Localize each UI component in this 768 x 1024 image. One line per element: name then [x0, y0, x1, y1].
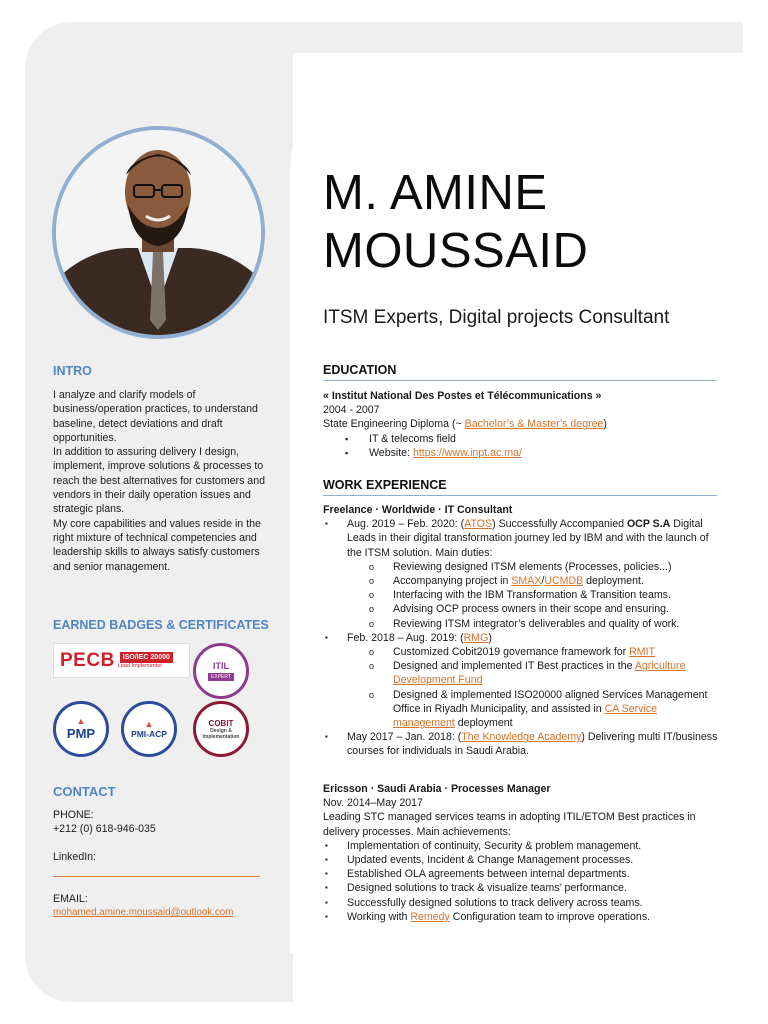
degree-link[interactable]: Bachelor’s & Master’s degree: [464, 418, 604, 431]
contact-heading: CONTACT: [53, 784, 116, 799]
list-item: o Reviewing ITSM integrator’s deliverables and quality of work.: [323, 617, 718, 631]
website-label: Website:: [369, 446, 413, 459]
candidate-role: ITSM Experts, Digital projects Consultant: [323, 307, 670, 328]
pmp-label: PMP: [66, 726, 96, 741]
pmp-badge: [53, 701, 109, 757]
pecb-detail: [115, 652, 173, 670]
intro-heading: INTRO: [53, 364, 92, 378]
client-link-atos[interactable]: ATOS: [464, 518, 493, 531]
duty-text: Accompanying project in: [393, 575, 512, 588]
list-item: [323, 645, 718, 659]
pmi-logo-icon: ▲: [76, 716, 86, 726]
list-item: [323, 446, 718, 460]
engagement-text: Digital Leads in their digital transformation journey led by IBM and with the launch of the ITSM solution. Main duties:: [347, 518, 709, 559]
cobit-level: Design & Implementation: [202, 727, 240, 740]
education-entry: [323, 389, 718, 460]
profile-photo: [56, 130, 261, 335]
job-freelance: [323, 503, 718, 759]
client-link-rmg[interactable]: RMG: [463, 631, 489, 644]
itil-expert-badge: [193, 643, 249, 699]
email-label: EMAIL:: [53, 893, 88, 905]
rmit-link[interactable]: RMIT: [629, 646, 656, 659]
engagement-date: Feb. 2018 – Aug. 2019: (: [347, 631, 464, 644]
pmi-logo-icon: ▲: [144, 718, 154, 729]
list-item: ▪ Updated events, Incident & Change Management processes.: [323, 853, 718, 867]
duty-text: Customized Cobit2019 governance framework for: [393, 646, 630, 659]
engagement-text: ) Successfully Accompanied: [492, 518, 627, 531]
phone-label: PHONE:: [53, 809, 94, 821]
list-item: ▪ Successfully designed solutions to track delivery across teams.: [323, 896, 718, 910]
pmi-acp-badge: [121, 701, 177, 757]
cobit-badge: [193, 701, 249, 757]
list-item: [323, 688, 718, 731]
work-divider: [323, 495, 717, 496]
ucmdb-link[interactable]: UCMDB: [544, 575, 584, 588]
duty-list: [323, 560, 718, 631]
school-name: « Institut National Des Postes et Télécommunications »: [323, 390, 602, 402]
pmi-acp-label: PMI-ACP: [131, 728, 167, 739]
education-heading: EDUCATION: [323, 363, 397, 377]
pecb-level: Lead Implementer: [117, 662, 163, 669]
list-item: ▪ IT & telecoms field: [323, 432, 718, 446]
job-engagements: [323, 517, 718, 758]
intro-text: [53, 388, 267, 574]
list-item: [323, 730, 718, 758]
job-title: Freelance · Worldwide · IT Consultant: [323, 504, 513, 516]
achievement-list: [323, 839, 718, 924]
phone-value: +212 (0) 618-946-035: [53, 823, 156, 835]
email-link[interactable]: mohamed.amine.moussaid@outlook.com: [53, 907, 234, 918]
school-website-link[interactable]: https://www.inpt.ac.ma/: [412, 446, 522, 459]
list-item: [323, 631, 718, 730]
badges-heading: EARNED BADGES & CERTIFICATES: [53, 618, 269, 632]
list-item: [323, 659, 718, 687]
top-band: [276, 22, 743, 53]
duty-text: deployment.: [583, 575, 644, 588]
intro-paragraph: My core capabilities and values reside in the right mixture of technical competencies and leadership skills to always satisfy customers and senior management.: [53, 517, 261, 573]
engagement-text: ) Delivering multi IT/business courses for individuals in Saudi Arabia.: [347, 731, 718, 758]
diploma-prefix: State Engineering Diploma (~: [323, 418, 465, 431]
list-item: o Interfacing with the IBM Transformation & Transition teams.: [323, 588, 718, 602]
list-item: ▪ Established OLA agreements between internal departments.: [323, 867, 718, 881]
achievement-text: Configuration team to improve operations.: [449, 910, 651, 923]
list-item: ▪ Designed solutions to track & visualize teams’ performance.: [323, 881, 718, 895]
diploma: [323, 417, 718, 431]
smax-link[interactable]: SMAX: [511, 575, 542, 588]
name-last: MOUSSAID: [323, 224, 589, 278]
list-item: o Advising OCP process owners in their scope and ensuring.: [323, 602, 718, 616]
engagement-date: May 2017 – Jan. 2018: (: [347, 731, 462, 744]
job-summary: Leading STC managed services teams in adopting ITIL/ETOM Best practices in delivery processes. Main achievements:: [323, 811, 696, 838]
pecb-standard: ISO/IEC 20000: [120, 652, 173, 663]
job-title: Ericsson · Saudi Arabia · Processes Manager: [323, 783, 551, 795]
linkedin-label: LinkedIn:: [53, 851, 96, 863]
list-item: o Reviewing designed ITSM elements (Processes, policies...): [323, 560, 718, 574]
duty-text: deployment: [454, 717, 513, 730]
client-link-knowledge-academy[interactable]: The Knowledge Academy: [461, 731, 582, 744]
intro-paragraph: In addition to assuring delivery I design, implement, improve solutions & processes to reach the best alternatives for customers and vendors in their daily operation issues and strategic plans.: [53, 446, 265, 516]
intro-paragraph: I analyze and clarify models of business/operation practices, to understand baseline, detect deviations and draft opportunities.: [53, 389, 258, 444]
achievement-text: Working with: [347, 910, 411, 923]
list-item: [323, 910, 718, 924]
avatar: [52, 126, 265, 339]
itil-level: EXPERT: [208, 673, 234, 681]
education-details: [323, 432, 718, 460]
education-divider: [323, 380, 717, 381]
adf-link[interactable]: Agriculture Development Fund: [393, 660, 686, 687]
candidate-name: [323, 164, 588, 280]
engagement-text: ): [488, 631, 492, 644]
duty-text: Designed and implemented IT Best practices in the: [393, 660, 635, 673]
list-item: ▪ Implementation of continuity, Security & problem management.: [323, 839, 718, 853]
job-ericsson: [323, 782, 718, 924]
duty-text: Designed & implemented ISO20000 aligned Services Management Office in Riyadh Municipality, and assisted in: [393, 688, 708, 715]
cobit-label: COBIT: [208, 718, 234, 728]
list-item: [323, 574, 718, 588]
job-dates: Nov. 2014–May 2017: [323, 797, 423, 810]
duty-list: [323, 645, 718, 730]
client-org: OCP S.A: [626, 518, 671, 531]
remedy-link[interactable]: Remedy: [410, 910, 450, 923]
pecb-logo: PECB: [60, 649, 115, 671]
pecb-iso20000-badge: [53, 643, 190, 678]
diploma-suffix: ): [603, 418, 607, 431]
contact-divider: [53, 876, 260, 877]
name-first: M. AMINE: [323, 166, 548, 220]
list-item: [323, 517, 718, 631]
education-years: 2004 - 2007: [323, 404, 380, 417]
itil-logo: ITIL: [213, 661, 229, 671]
ca-service-link[interactable]: CA Service management: [393, 702, 657, 730]
duty-text: /: [541, 575, 545, 588]
work-heading: WORK EXPERIENCE: [323, 478, 447, 492]
engagement-date: Aug. 2019 – Feb. 2020: (: [347, 518, 465, 531]
